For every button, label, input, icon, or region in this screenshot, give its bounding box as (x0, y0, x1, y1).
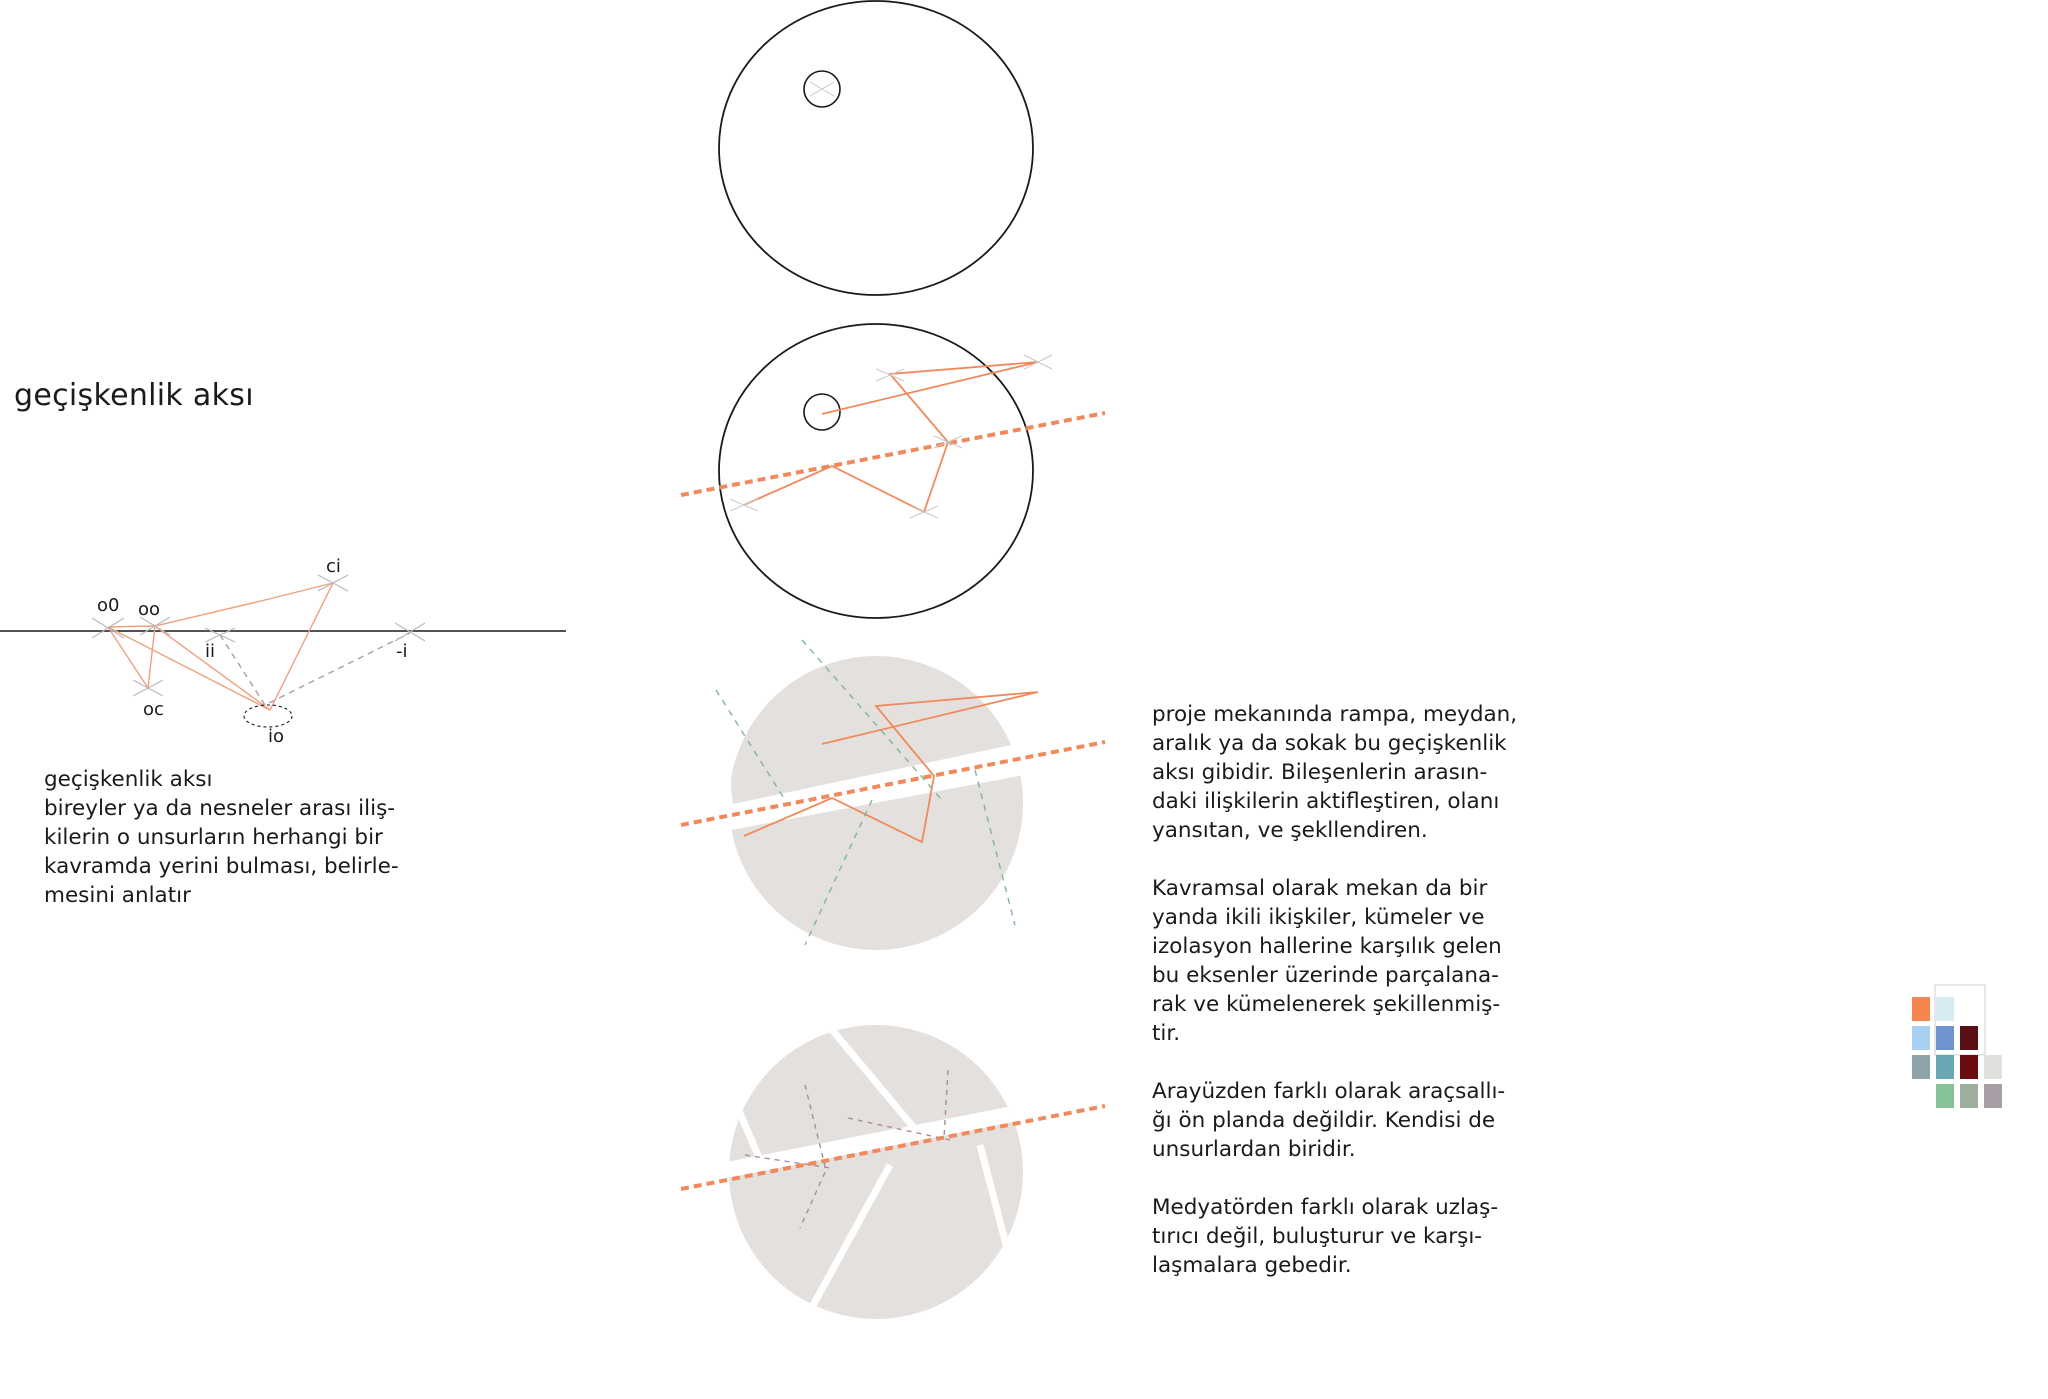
palette-swatch (1912, 997, 1930, 1021)
palette-swatch (1936, 1055, 1954, 1079)
description-paragraph-1 (1152, 700, 1517, 845)
palette-swatch (1984, 1055, 2002, 1079)
right-description (1152, 700, 1517, 1309)
description-line: ğı ön planda değildir. Kendisi de (1152, 1108, 1496, 1133)
description-paragraph-3 (1152, 1077, 1517, 1164)
node-label-io: io (268, 726, 285, 747)
description-line: yanda ikili ikişkiler, kümeler ve (1152, 905, 1485, 930)
palette-swatch (1984, 1084, 2002, 1108)
description-line: izolasyon hallerine karşılık gelen (1152, 934, 1502, 959)
node-label-ci: ci (326, 556, 341, 577)
permeability-axis-2 (681, 413, 1105, 495)
node-label-o0: o0 (97, 595, 120, 616)
disc-lower-3 (720, 772, 1040, 953)
description-line: aksı gibidir. Bileşenlerin arasın- (1152, 760, 1488, 785)
left-caption-line: kavramda yerini bulması, belirle- (44, 854, 399, 879)
circle-stage-2 (681, 324, 1105, 618)
small-node-marker-1 (810, 82, 834, 96)
description-line: yansıtan, ve şekllendiren. (1152, 818, 1428, 843)
circle-outline-1 (719, 1, 1033, 295)
circle-stage-3 (681, 517, 1105, 953)
relation-line-orange-circle2 (744, 362, 1038, 512)
palette-swatch (1936, 997, 1954, 1021)
description-line: Arayüzden farklı olarak araçsallı- (1152, 1079, 1506, 1104)
description-line: daki ilişkilerin aktifleştiren, olanı (1152, 789, 1500, 814)
palette-swatch (1960, 1084, 1978, 1108)
left-caption-line: kilerin o unsurların herhangi bir (44, 825, 383, 850)
palette-swatch (1960, 1026, 1978, 1050)
small-node-circle-2 (804, 394, 840, 430)
palette-swatch (1936, 1084, 1954, 1108)
description-line: tir. (1152, 1021, 1181, 1046)
description-paragraph-2 (1152, 874, 1517, 1048)
circle-outline-2 (719, 324, 1033, 618)
description-line: bu eksenler üzerinde parçalana- (1152, 963, 1499, 988)
left-caption-line: mesini anlatır (44, 883, 191, 908)
node-label-ii: ii (205, 641, 216, 662)
description-line: laşmalara gebedir. (1152, 1253, 1352, 1278)
palette-swatch (1960, 1055, 1978, 1079)
color-palette (1912, 985, 2002, 1108)
palette-swatch (1912, 1026, 1930, 1050)
node-markers-2 (730, 355, 1052, 518)
description-line: rak ve kümelenerek şekillenmiş- (1152, 992, 1501, 1017)
description-line: Kavramsal olarak mekan da bir (1152, 876, 1488, 901)
node-label-minus-i: -i (396, 641, 408, 662)
description-line: Medyatörden farklı olarak uzlaş- (1152, 1195, 1499, 1220)
description-paragraph-4 (1152, 1193, 1517, 1280)
left-caption (44, 765, 399, 910)
palette-swatch (1912, 1055, 1930, 1079)
node-label-oo: oo (138, 599, 161, 620)
description-line: tırıcı değil, buluşturur ve karşı- (1152, 1224, 1483, 1249)
node-graph-diagram (0, 556, 566, 747)
description-line: aralık ya da sokak bu geçişkenlik (1152, 731, 1507, 756)
relation-line-orange-2 (108, 626, 155, 688)
disc-upper-fragment-3 (700, 517, 1100, 615)
description-line: unsurlardan biridir. (1152, 1137, 1356, 1162)
palette-swatch (1936, 1026, 1954, 1050)
left-caption-line: geçişkenlik aksı (44, 767, 213, 792)
left-caption-line: bireyler ya da nesneler arası iliş- (44, 796, 396, 821)
circle-stage-4 (681, 1025, 1105, 1320)
page-title: geçişkenlik aksı (14, 378, 254, 413)
description-line: proje mekanında rampa, meydan, (1152, 702, 1518, 727)
circle-stage-1 (719, 1, 1033, 295)
node-label-oc: oc (143, 699, 164, 720)
